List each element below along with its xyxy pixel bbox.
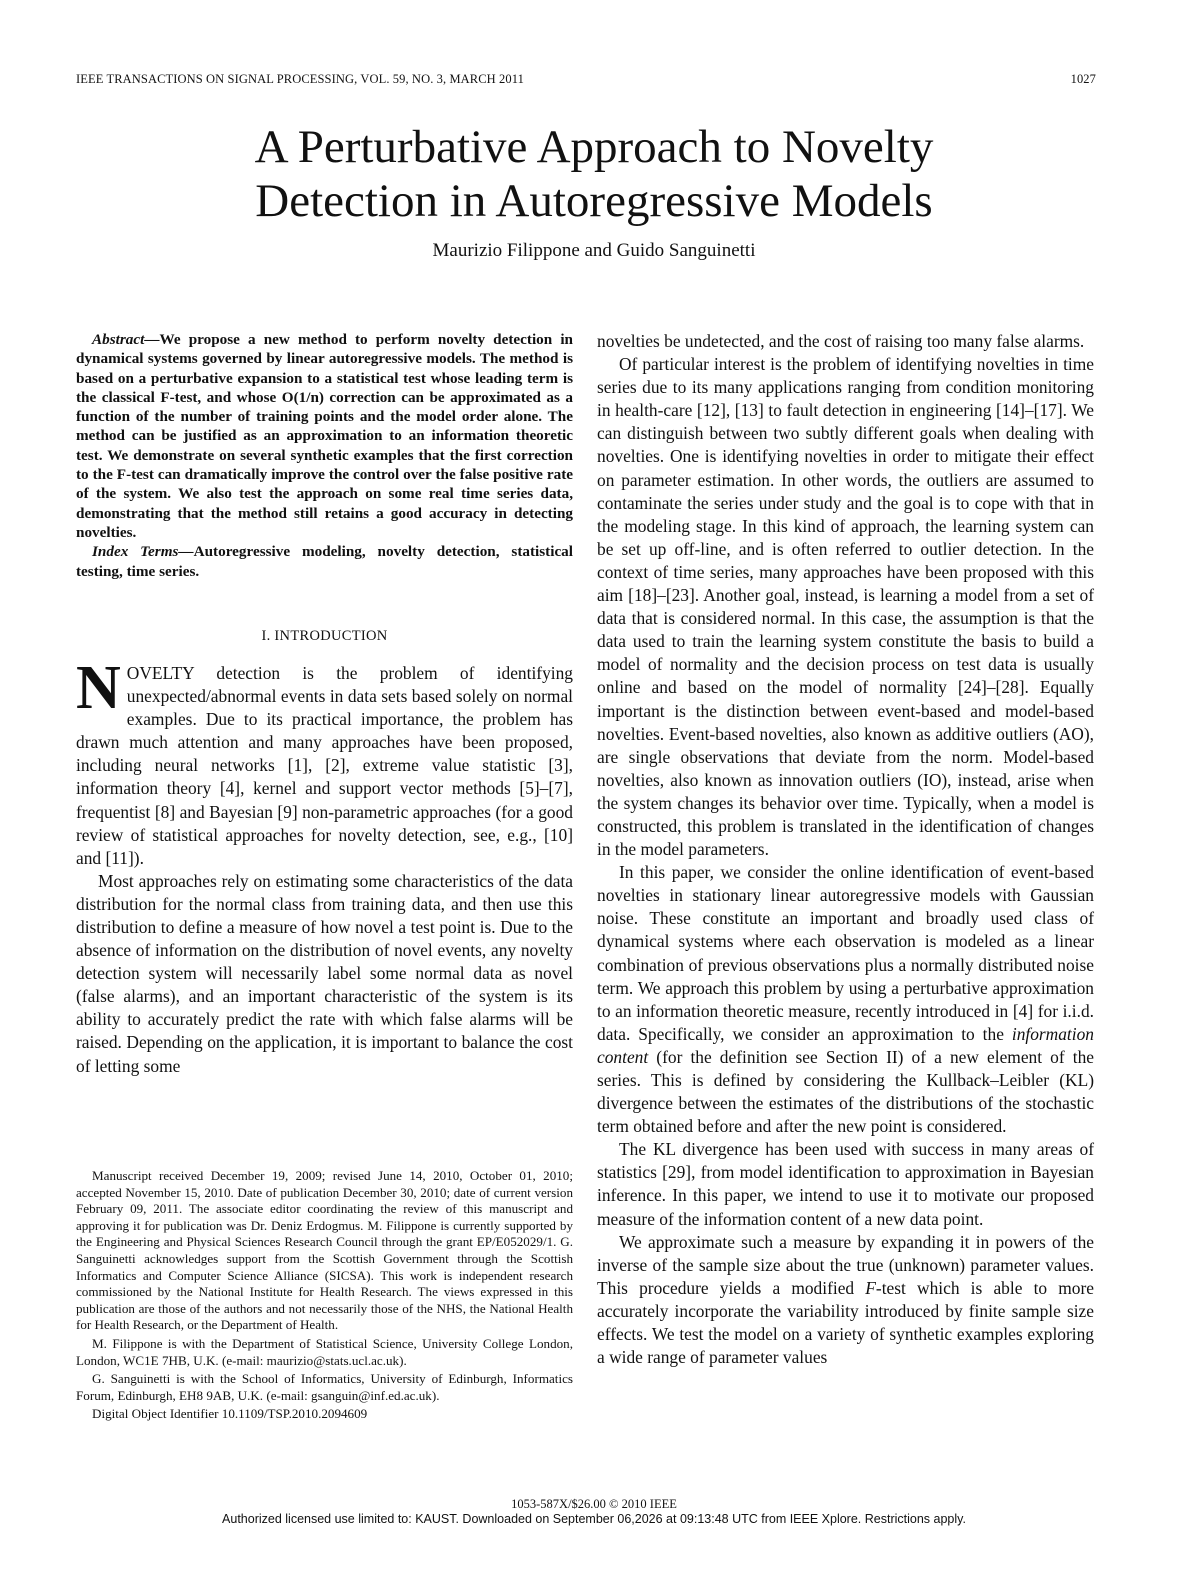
- right-column: [597, 330, 1094, 1369]
- footnotes: [76, 1168, 573, 1425]
- section-heading: I. INTRODUCTION: [261, 627, 388, 644]
- abstract-text: We propose a new method to perform novelty detection in dynamical systems governed by linear autoregressive models. The method is based on a perturbative expansion to a statistical test whose leading term is the classical F-test, and whose O(1/n) correction can be approximated as a function of the number of training points and the model order alone. The method can be justified as an approximation to an information theoretic test. We demonstrate on several synthetic examples that the first correction to the F-test can dramatically improve the control over the false positive rate of the system. We also test the approach on some real time series data, demonstrating that the method still retains a good accuracy in detecting novelties.: [76, 331, 573, 541]
- index-terms-label: Index Terms—: [92, 543, 194, 561]
- title-line-1: A Perturbative Approach to Novelty: [254, 121, 934, 173]
- footnote-manuscript: Manuscript received December 19, 2009; revised June 14, 2010, October 01, 2010; accepted November 15, 2010. Date of publication December 30, 2010; date of current version February 09, 2011. The associate editor coordinating the review of this manuscript and approving it for publication was Dr. Deniz Erdogmus. M. Filippone is currently supported by the Engineering and Physical Sciences Research Council through the grant EP/E052029/1. G. Sanguinetti acknowledges support from the Scottish Government through the Scottish Informatics and Computer Science Alliance (SICSA). This work is independent research commissioned by the National Institute for Health Research. The views expressed in this publication are those of the authors and not necessarily those of the NHS, the National Health for Health Research, or the Department of Health.: [76, 1168, 573, 1333]
- intro-paragraph-2: Most approaches rely on estimating some characteristics of the data distribution for the normal class from training data, and then use this distribution to define a measure of how novel a test point is. Due to the absence of information on the distribution of novel events, any novelty detection system will necessarily label some normal data as novel (false alarms), and an important characteristic of the system is its ability to accurately predict the rate with which false alarms will be raised. Depending on the application, it is important to balance the cost of letting some: [76, 870, 573, 1076]
- right-paragraph-0: novelties be undetected, and the cost of raising too many false alarms.: [597, 331, 1085, 351]
- right-paragraph-2: [597, 861, 1094, 1138]
- right-paragraph-3: The KL divergence has been used with success in many areas of statistics [29], from model identification to approximation in Bayesian inference. In this paper, we intend to use it to motivate our proposed measure of the information content of a new data point.: [597, 1139, 1094, 1229]
- footnote-sanguinetti: G. Sanguinetti is with the School of Informatics, University of Edinburgh, Informatics Forum, Edinburgh, EH8 9AB, U.K. (e-mail: gsanguin@inf.ed.ac.uk).: [76, 1371, 573, 1403]
- footnote-filippone: M. Filippone is with the Department of Statistical Science, University College London, London, WC1E 7HB, U.K. (e-mail: maurizio@stats.ucl.ac.uk).: [76, 1335, 573, 1368]
- intro-paragraph-1-text: OVELTY detection is the problem of identifying unexpected/abnormal events in data sets based solely on normal examples. Due to its practical importance, the problem has drawn much attention and many approaches have been proposed, including neural networks [1], [2], extreme value statistic [3], information theory [4], kernel and support vector methods [5]–[7], frequentist [8] and Bayesian [9] non-parametric approaches (for a good review of statistical approaches for novelty detection, see, e.g., [10] and [11]).: [76, 662, 573, 868]
- drop-cap: N: [76, 653, 121, 722]
- abstract: [76, 330, 573, 542]
- page-number: 1027: [1070, 72, 1096, 86]
- running-header: [76, 72, 1096, 88]
- right-paragraph-2-b: (for the definition see Section II) of a new element of the series. This is defined by considering the Kullback–Leibler (KL) divergence between the estimates of the distributions of the stochastic term obtained before and after the new point is considered.: [597, 1046, 1094, 1137]
- index-terms: [76, 542, 573, 581]
- right-paragraph-1: Of particular interest is the problem of identifying novelties in time series due to its many applications ranging from condition monitoring in health-care [12], [13] to fault detection in engineering [14]–[17]. We can distinguish between two subtly different goals when dealing with novelties. One is identifying novelties in order to mitigate their effect on parameter estimation. In other words, the outliers are assumed to contaminate the series under study and the goal is to cope with that in the modeling stage. In this kind of approach, the learning system can be set up off-line, and is often referred to outlier detection. In the context of time series, many approaches have been proposed with this aim [18]–[23]. Another goal, instead, is learning a model from a set of data that is considered normal. In this case, the assumption is that the data used to train the learning system constitute the basis to build a model of normality and the decision process on test data is usually online and based on the model of normality [24]–[28]. Equally important is the distinction between event-based and model-based novelties. Event-based novelties, also known as additive outliers (AO), are single observations that deviate from the norm. Model-based novelties, also known as innovation outliers (IO), instead, arise when the system changes its behavior over time. Typically, when a model is constructed, this problem is translated in the identification of changes in the model parameters.: [597, 354, 1094, 860]
- right-paragraph-4-a: We approximate such a measure by expanding it in powers of the inverse of the sample size about the true (unknown) parameter values. This procedure yields a modified: [597, 1231, 1094, 1298]
- copyright-line: 1053-587X/$26.00 © 2010 IEEE: [511, 1497, 677, 1511]
- left-column: [76, 330, 573, 1078]
- f-symbol: F: [865, 1277, 876, 1298]
- paper-title: [0, 120, 1188, 228]
- footnote-doi: Digital Object Identifier 10.1109/TSP.2010.2094609: [92, 1406, 368, 1422]
- information-content-term: information content: [597, 1023, 1094, 1067]
- title-line-2: Detection in Autoregressive Models: [255, 175, 933, 227]
- journal-name: IEEE TRANSACTIONS ON SIGNAL PROCESSING, VOL. 59, NO. 3, MARCH 2011: [76, 72, 524, 86]
- license-line: Authorized licensed use limited to: KAUST. Downloaded on September 06,2026 at 09:13:48 UTC from IEEE Xplore. Restrictions apply.: [222, 1512, 966, 1526]
- abstract-label: Abstract—: [92, 331, 160, 348]
- right-paragraph-2-a: In this paper, we consider the online identification of event-based novelties in stationary linear autoregressive models with Gaussian noise. These constitute an important and broadly used class of dynamical systems where each observation is modeled as a linear combination of previous observations plus a normally distributed noise term. We approach this problem by using a perturbative approximation to an information theoretic measure, recently introduced in [4] for i.i.d. data. Specifically, we consider an approximation to the: [597, 862, 1094, 1044]
- right-paragraph-4: [597, 1231, 1094, 1370]
- authors: Maurizio Filippone and Guido Sanguinetti: [432, 240, 756, 261]
- intro-paragraph-1: [76, 653, 573, 870]
- right-paragraph-4-b: -test which is able to more accurately incorporate the variability introduced by finite sample size effects. We test the model on a variety of synthetic examples exploring a wide range of parameter values: [597, 1277, 1094, 1368]
- index-terms-text: Autoregressive modeling, novelty detection, statistical testing, time series.: [76, 543, 574, 580]
